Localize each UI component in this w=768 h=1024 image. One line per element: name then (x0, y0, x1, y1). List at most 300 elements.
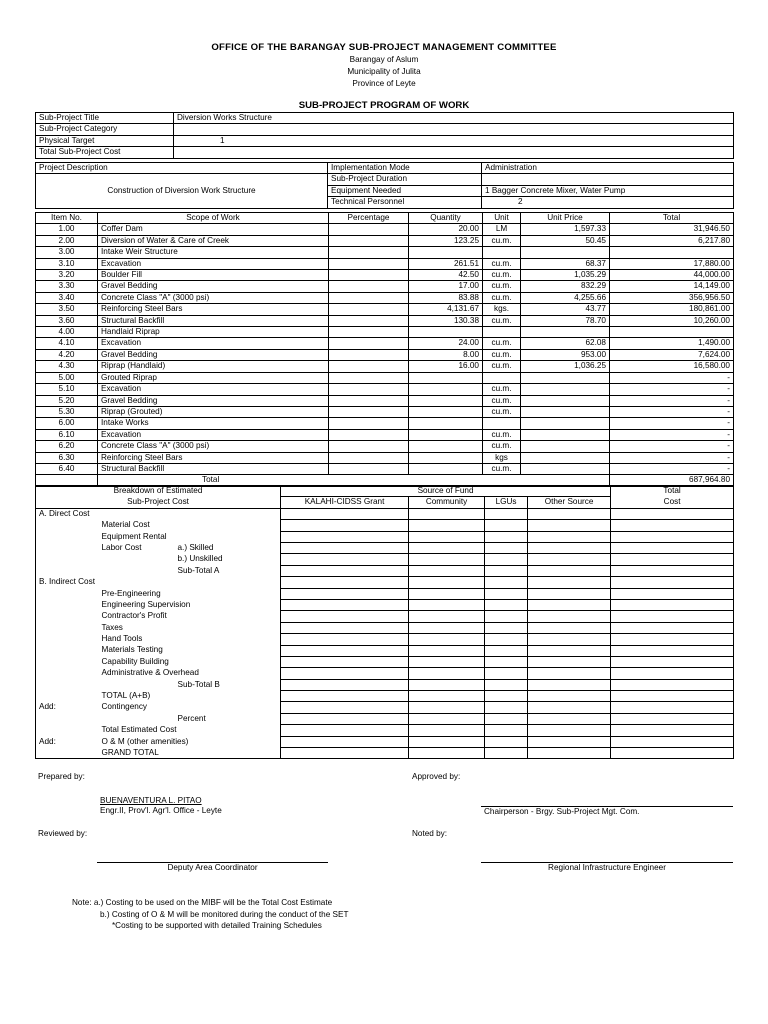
cell-scope: Structural Backfill (98, 463, 329, 474)
cell-unit: cu.m. (483, 463, 521, 474)
cell-unit: cu.m. (483, 281, 521, 292)
breakdown-amount-cell (528, 725, 611, 736)
project-info-table (35, 112, 734, 159)
cell-item-no: 6.00 (36, 418, 98, 429)
cell-unit (483, 372, 521, 383)
breakdown-amount-cell (528, 622, 611, 633)
total-label: Total (98, 475, 610, 486)
breakdown-row (36, 736, 734, 747)
cell-scope: Concrete Class "A" (3000 psi) (98, 441, 329, 452)
cell-quantity: 130.38 (409, 315, 483, 326)
col-scope: Scope of Work (98, 213, 329, 224)
breakdown-label-a (36, 656, 99, 667)
breakdown-amount-cell (485, 725, 528, 736)
cell-percentage (329, 292, 409, 303)
cell-scope: Gravel Bedding (98, 349, 329, 360)
breakdown-amount-cell (611, 679, 734, 690)
cell-unit: kgs. (483, 304, 521, 315)
breakdown-label-b: Capability Building (101, 656, 169, 666)
col-unit: Unit (483, 213, 521, 224)
breakdown-label-b: Pre-Engineering (101, 588, 161, 598)
breakdown-amount-cell (528, 748, 611, 759)
breakdown-row (36, 679, 734, 690)
work-row (36, 224, 734, 235)
desc-row-1 (36, 163, 734, 174)
cell-scope: Diversion of Water & Care of Creek (98, 235, 329, 246)
cell-quantity: 4,131.67 (409, 304, 483, 315)
reviewed-by-title: Deputy Area Coordinator (167, 863, 258, 872)
cell-item-no: 3.60 (36, 315, 98, 326)
note-line-3: *Costing to be supported with detailed Training Schedules (112, 921, 322, 930)
breakdown-label-c (175, 622, 281, 633)
cell-unit-price (521, 247, 610, 258)
note-line-1: Note: a.) Costing to be used on the MIBF will be the Total Cost Estimate (72, 898, 333, 907)
breakdown-amount-cell (611, 520, 734, 531)
breakdown-amount-cell (409, 542, 485, 553)
cell-scope: Reinforcing Steel Bars (98, 304, 329, 315)
cell-quantity: 17.00 (409, 281, 483, 292)
breakdown-amount-cell (281, 656, 409, 667)
cell-unit (483, 327, 521, 338)
breakdown-label-c (175, 656, 281, 667)
cell-total: 180,861.00 (610, 304, 734, 315)
breakdown-amount-cell (281, 713, 409, 724)
info-row-target (36, 135, 734, 146)
duration-label: Sub-Project Duration (328, 174, 482, 185)
cell-quantity: 123.25 (409, 235, 483, 246)
breakdown-row (36, 554, 734, 565)
breakdown-label-a (36, 599, 99, 610)
breakdown-label-a (36, 588, 99, 599)
breakdown-amount-cell (611, 656, 734, 667)
breakdown-row (36, 748, 734, 759)
work-row (36, 361, 734, 372)
cell-quantity: 8.00 (409, 349, 483, 360)
title-label: Sub-Project Title (36, 113, 174, 124)
breakdown-label-a: Add: (36, 736, 99, 747)
breakdown-row (36, 725, 734, 736)
target-value: 1 (174, 135, 734, 146)
cell-quantity (409, 463, 483, 474)
breakdown-label-c (175, 531, 281, 542)
breakdown-amount-cell (485, 565, 528, 576)
cell-item-no: 5.00 (36, 372, 98, 383)
breakdown-label-c (175, 634, 281, 645)
cell-total: 10,260.00 (610, 315, 734, 326)
cell-percentage (329, 235, 409, 246)
breakdown-amount-cell (281, 520, 409, 531)
cell-total: - (610, 463, 734, 474)
breakdown-label-c (175, 645, 281, 656)
breakdown-amount-cell (485, 713, 528, 724)
breakdown-label-b: Equipment Rental (101, 531, 167, 541)
cell-unit-price: 1,035.29 (521, 270, 610, 281)
municipality-name: Municipality of Julita (347, 67, 421, 76)
cell-item-no: 1.00 (36, 224, 98, 235)
breakdown-label-b: TOTAL (A+B) (101, 691, 151, 701)
noted-by-label: Noted by: (412, 829, 448, 838)
cell-item-no: 4.00 (36, 327, 98, 338)
breakdown-row (36, 611, 734, 622)
breakdown-amount-cell (485, 736, 528, 747)
cell-quantity: 20.00 (409, 224, 483, 235)
cell-total: 16,580.00 (610, 361, 734, 372)
target-label: Physical Target (36, 135, 174, 146)
breakdown-label-b: Contingency (101, 702, 148, 712)
cell-scope: Handlaid Riprap (98, 327, 329, 338)
work-row (36, 418, 734, 429)
equipment-label: Equipment Needed (328, 185, 482, 196)
noted-by-title: Regional Infrastructure Engineer (548, 863, 666, 872)
breakdown-row (36, 622, 734, 633)
cell-total: - (610, 395, 734, 406)
breakdown-row (36, 508, 734, 519)
cell-total (610, 247, 734, 258)
breakdown-amount-cell (611, 702, 734, 713)
breakdown-amount-cell (611, 531, 734, 542)
breakdown-row (36, 668, 734, 679)
work-row (36, 270, 734, 281)
breakdown-amount-cell (611, 622, 734, 633)
cell-total: 14,149.00 (610, 281, 734, 292)
cell-scope: Concrete Class "A" (3000 psi) (98, 292, 329, 303)
breakdown-amount-cell (409, 645, 485, 656)
cell-scope: Excavation (98, 384, 329, 395)
breakdown-amount-cell (485, 748, 528, 759)
cell-unit: LM (483, 224, 521, 235)
cell-total: 356,956.50 (610, 292, 734, 303)
breakdown-amount-cell (409, 691, 485, 702)
cell-scope: Reinforcing Steel Bars (98, 452, 329, 463)
breakdown-amount-cell (485, 531, 528, 542)
cell-quantity (409, 327, 483, 338)
cell-scope: Intake Works (98, 418, 329, 429)
cell-item-no: 6.20 (36, 441, 98, 452)
breakdown-amount-cell (611, 611, 734, 622)
work-row (36, 247, 734, 258)
cell-unit-price (521, 463, 610, 474)
breakdown-amount-cell (409, 508, 485, 519)
breakdown-amount-cell (485, 702, 528, 713)
breakdown-amount-cell (409, 622, 485, 633)
cell-percentage (329, 463, 409, 474)
breakdown-label-c: Sub-Total B (175, 679, 281, 690)
breakdown-amount-cell (528, 588, 611, 599)
breakdown-amount-cell (409, 725, 485, 736)
cell-unit-price: 4,255.66 (521, 292, 610, 303)
cell-unit-price: 62.08 (521, 338, 610, 349)
cell-unit: cu.m. (483, 384, 521, 395)
breakdown-label-b: Materials Testing (101, 645, 163, 655)
cell-quantity (409, 372, 483, 383)
breakdown-amount-cell (281, 531, 409, 542)
work-row (36, 327, 734, 338)
approved-by-label: Approved by: (412, 772, 461, 781)
breakdown-amount-cell (281, 622, 409, 633)
breakdown-amount-cell (409, 668, 485, 679)
breakdown-row (36, 691, 734, 702)
cell-unit-price: 832.29 (521, 281, 610, 292)
cell-percentage (329, 327, 409, 338)
breakdown-title: Breakdown of Estimated (36, 486, 281, 497)
prepared-by-name: BUENAVENTURA L. PITAO (100, 796, 202, 805)
breakdown-row (36, 599, 734, 610)
cell-percentage (329, 384, 409, 395)
cell-item-no: 5.20 (36, 395, 98, 406)
breakdown-label-a (36, 713, 99, 724)
breakdown-amount-cell (485, 668, 528, 679)
breakdown-label-c: Sub-Total A (175, 565, 281, 576)
breakdown-amount-cell (409, 599, 485, 610)
lgus-header: LGUs (485, 497, 528, 508)
work-row (36, 304, 734, 315)
cell-item-no: 4.20 (36, 349, 98, 360)
cell-total: - (610, 429, 734, 440)
cell-percentage (329, 258, 409, 269)
breakdown-label-a (36, 748, 99, 759)
breakdown-amount-cell (528, 565, 611, 576)
cell-quantity (409, 384, 483, 395)
breakdown-amount-cell (528, 508, 611, 519)
breakdown-label-a: B. Indirect Cost (36, 577, 99, 588)
breakdown-amount-cell (485, 691, 528, 702)
cell-unit-price: 953.00 (521, 349, 610, 360)
prepared-by-title: Engr.II, Prov'l. Agr'l. Office - Leyte (100, 806, 222, 815)
cell-item-no: 3.30 (36, 281, 98, 292)
cell-scope: Gravel Bedding (98, 281, 329, 292)
breakdown-label-b (99, 577, 175, 588)
work-row (36, 452, 734, 463)
total-header: Total (611, 486, 734, 497)
breakdown-amount-cell (485, 645, 528, 656)
community-header: Community (409, 497, 485, 508)
breakdown-amount-cell (485, 520, 528, 531)
mode-label: Implementation Mode (328, 163, 482, 174)
cell-item-no: 2.00 (36, 235, 98, 246)
cell-total: 31,946.50 (610, 224, 734, 235)
breakdown-label-c (175, 599, 281, 610)
cell-unit-price (521, 372, 610, 383)
cell-item-no: 3.10 (36, 258, 98, 269)
breakdown-amount-cell (611, 748, 734, 759)
breakdown-label-a (36, 611, 99, 622)
cell-quantity (409, 429, 483, 440)
breakdown-label-a (36, 725, 99, 736)
breakdown-label-b: O & M (other amenities) (101, 736, 189, 746)
breakdown-label-a (36, 679, 99, 690)
breakdown-amount-cell (409, 634, 485, 645)
prepared-by-label: Prepared by: (38, 772, 85, 781)
breakdown-label-b: Contractor's Profit (101, 611, 167, 621)
breakdown-label-c: a.) Skilled (175, 542, 281, 553)
cell-scope: Riprap (Handlaid) (98, 361, 329, 372)
breakdown-amount-cell (281, 554, 409, 565)
cell-total: - (610, 406, 734, 417)
breakdown-amount-cell (409, 554, 485, 565)
breakdown-amount-cell (611, 542, 734, 553)
cell-unit: cu.m. (483, 406, 521, 417)
cell-unit-price (521, 384, 610, 395)
breakdown-amount-cell (528, 679, 611, 690)
breakdown-label-c (175, 748, 281, 759)
cell-percentage (329, 429, 409, 440)
breakdown-amount-cell (409, 736, 485, 747)
work-row (36, 292, 734, 303)
breakdown-amount-cell (409, 577, 485, 588)
cell-unit-price: 1,597.33 (521, 224, 610, 235)
equipment-value: 1 Bagger Concrete Mixer, Water Pump (482, 185, 734, 196)
breakdown-amount-cell (611, 588, 734, 599)
cell-unit: cu.m. (483, 258, 521, 269)
breakdown-label-b: GRAND TOTAL (99, 748, 175, 759)
cell-unit-price: 1,036.25 (521, 361, 610, 372)
breakdown-label-c: b.) Unskilled (175, 554, 281, 565)
cell-unit: cu.m. (483, 235, 521, 246)
cell-total: - (610, 372, 734, 383)
cell-unit-price (521, 327, 610, 338)
breakdown-amount-cell (485, 542, 528, 553)
breakdown-amount-cell (409, 656, 485, 667)
breakdown-label-b (99, 554, 175, 565)
breakdown-label-b: Administrative & Overhead (101, 668, 199, 678)
cell-percentage (329, 315, 409, 326)
breakdown-amount-cell (485, 599, 528, 610)
office-title: OFFICE OF THE BARANGAY SUB-PROJECT MANAGEMENT COMMITTEE (211, 42, 557, 53)
cell-percentage (329, 304, 409, 315)
total-value: 687,964.80 (610, 475, 734, 486)
cell-percentage (329, 224, 409, 235)
work-row (36, 281, 734, 292)
work-row (36, 429, 734, 440)
breakdown-label-a (36, 565, 99, 576)
project-description-table (35, 162, 734, 209)
cell-item-no: 3.00 (36, 247, 98, 258)
breakdown-amount-cell (281, 611, 409, 622)
breakdown-amount-cell (409, 713, 485, 724)
cell-total: 1,490.00 (610, 338, 734, 349)
breakdown-label-a (36, 520, 99, 531)
breakdown-amount-cell (611, 508, 734, 519)
cell-quantity: 42.50 (409, 270, 483, 281)
breakdown-amount-cell (528, 577, 611, 588)
breakdown-amount-cell (528, 713, 611, 724)
cost-breakdown-table (35, 485, 734, 759)
breakdown-row (36, 702, 734, 713)
breakdown-row (36, 713, 734, 724)
cell-scope: Grouted Riprap (98, 372, 329, 383)
personnel-value: 2 (482, 197, 734, 208)
work-row (36, 338, 734, 349)
cell-unit-price (521, 452, 610, 463)
cell-percentage (329, 406, 409, 417)
cell-total: 44,000.00 (610, 270, 734, 281)
cost-value (174, 147, 734, 158)
cell-unit-price (521, 395, 610, 406)
duration-value (482, 174, 734, 185)
cell-quantity (409, 441, 483, 452)
col-quantity: Quantity (409, 213, 483, 224)
breakdown-amount-cell (611, 577, 734, 588)
breakdown-amount-cell (611, 634, 734, 645)
breakdown-amount-cell (528, 531, 611, 542)
info-row-title (36, 113, 734, 124)
breakdown-label-b: Labor Cost (101, 542, 142, 552)
breakdown-subtitle: Sub-Project Cost (36, 497, 281, 508)
breakdown-amount-cell (485, 588, 528, 599)
breakdown-amount-cell (281, 725, 409, 736)
cost-label: Total Sub-Project Cost (36, 147, 174, 158)
breakdown-amount-cell (281, 599, 409, 610)
breakdown-amount-cell (485, 656, 528, 667)
breakdown-row (36, 542, 734, 553)
breakdown-amount-cell (611, 736, 734, 747)
approved-by-title: Chairperson - Brgy. Sub-Project Mgt. Com. (484, 807, 640, 816)
breakdown-amount-cell (409, 611, 485, 622)
work-row (36, 395, 734, 406)
breakdown-label-a (36, 691, 99, 702)
work-row (36, 235, 734, 246)
cell-item-no: 4.30 (36, 361, 98, 372)
cell-item-no: 5.30 (36, 406, 98, 417)
reviewed-by-label: Reviewed by: (38, 829, 88, 838)
info-row-category (36, 124, 734, 135)
cell-item-no: 3.20 (36, 270, 98, 281)
cell-quantity: 24.00 (409, 338, 483, 349)
breakdown-amount-cell (281, 668, 409, 679)
kalahi-header: KALAHI-CIDSS Grant (281, 497, 409, 508)
breakdown-amount-cell (409, 748, 485, 759)
breakdown-label-b: Taxes (101, 622, 123, 632)
cell-quantity (409, 418, 483, 429)
cell-unit-price: 50.45 (521, 235, 610, 246)
work-header-row (36, 213, 734, 224)
breakdown-amount-cell (611, 725, 734, 736)
breakdown-label-a (36, 645, 99, 656)
breakdown-header-1 (36, 486, 734, 497)
work-row (36, 349, 734, 360)
cell-item-no: 6.30 (36, 452, 98, 463)
cell-item-no: 5.10 (36, 384, 98, 395)
breakdown-amount-cell (528, 668, 611, 679)
desc-row-2 (36, 174, 734, 185)
breakdown-amount-cell (528, 645, 611, 656)
breakdown-amount-cell (409, 679, 485, 690)
breakdown-amount-cell (528, 554, 611, 565)
source-of-fund-label: Source of Fund (281, 486, 611, 497)
cell-percentage (329, 361, 409, 372)
cell-scope: Structural Backfill (98, 315, 329, 326)
breakdown-amount-cell (409, 702, 485, 713)
breakdown-label-c (175, 611, 281, 622)
cell-unit (483, 247, 521, 258)
breakdown-label-b: Material Cost (101, 520, 150, 530)
breakdown-row (36, 645, 734, 656)
cell-unit (483, 418, 521, 429)
breakdown-amount-cell (409, 588, 485, 599)
cell-unit-price: 43.77 (521, 304, 610, 315)
breakdown-amount-cell (281, 679, 409, 690)
cell-percentage (329, 349, 409, 360)
cell-percentage (329, 270, 409, 281)
cell-item-no: 3.50 (36, 304, 98, 315)
cell-percentage (329, 372, 409, 383)
breakdown-amount-cell (281, 577, 409, 588)
work-row (36, 441, 734, 452)
cell-quantity (409, 406, 483, 417)
breakdown-label-c (175, 577, 281, 588)
cell-unit: cu.m. (483, 349, 521, 360)
province-name: Province of Leyte (352, 79, 416, 88)
